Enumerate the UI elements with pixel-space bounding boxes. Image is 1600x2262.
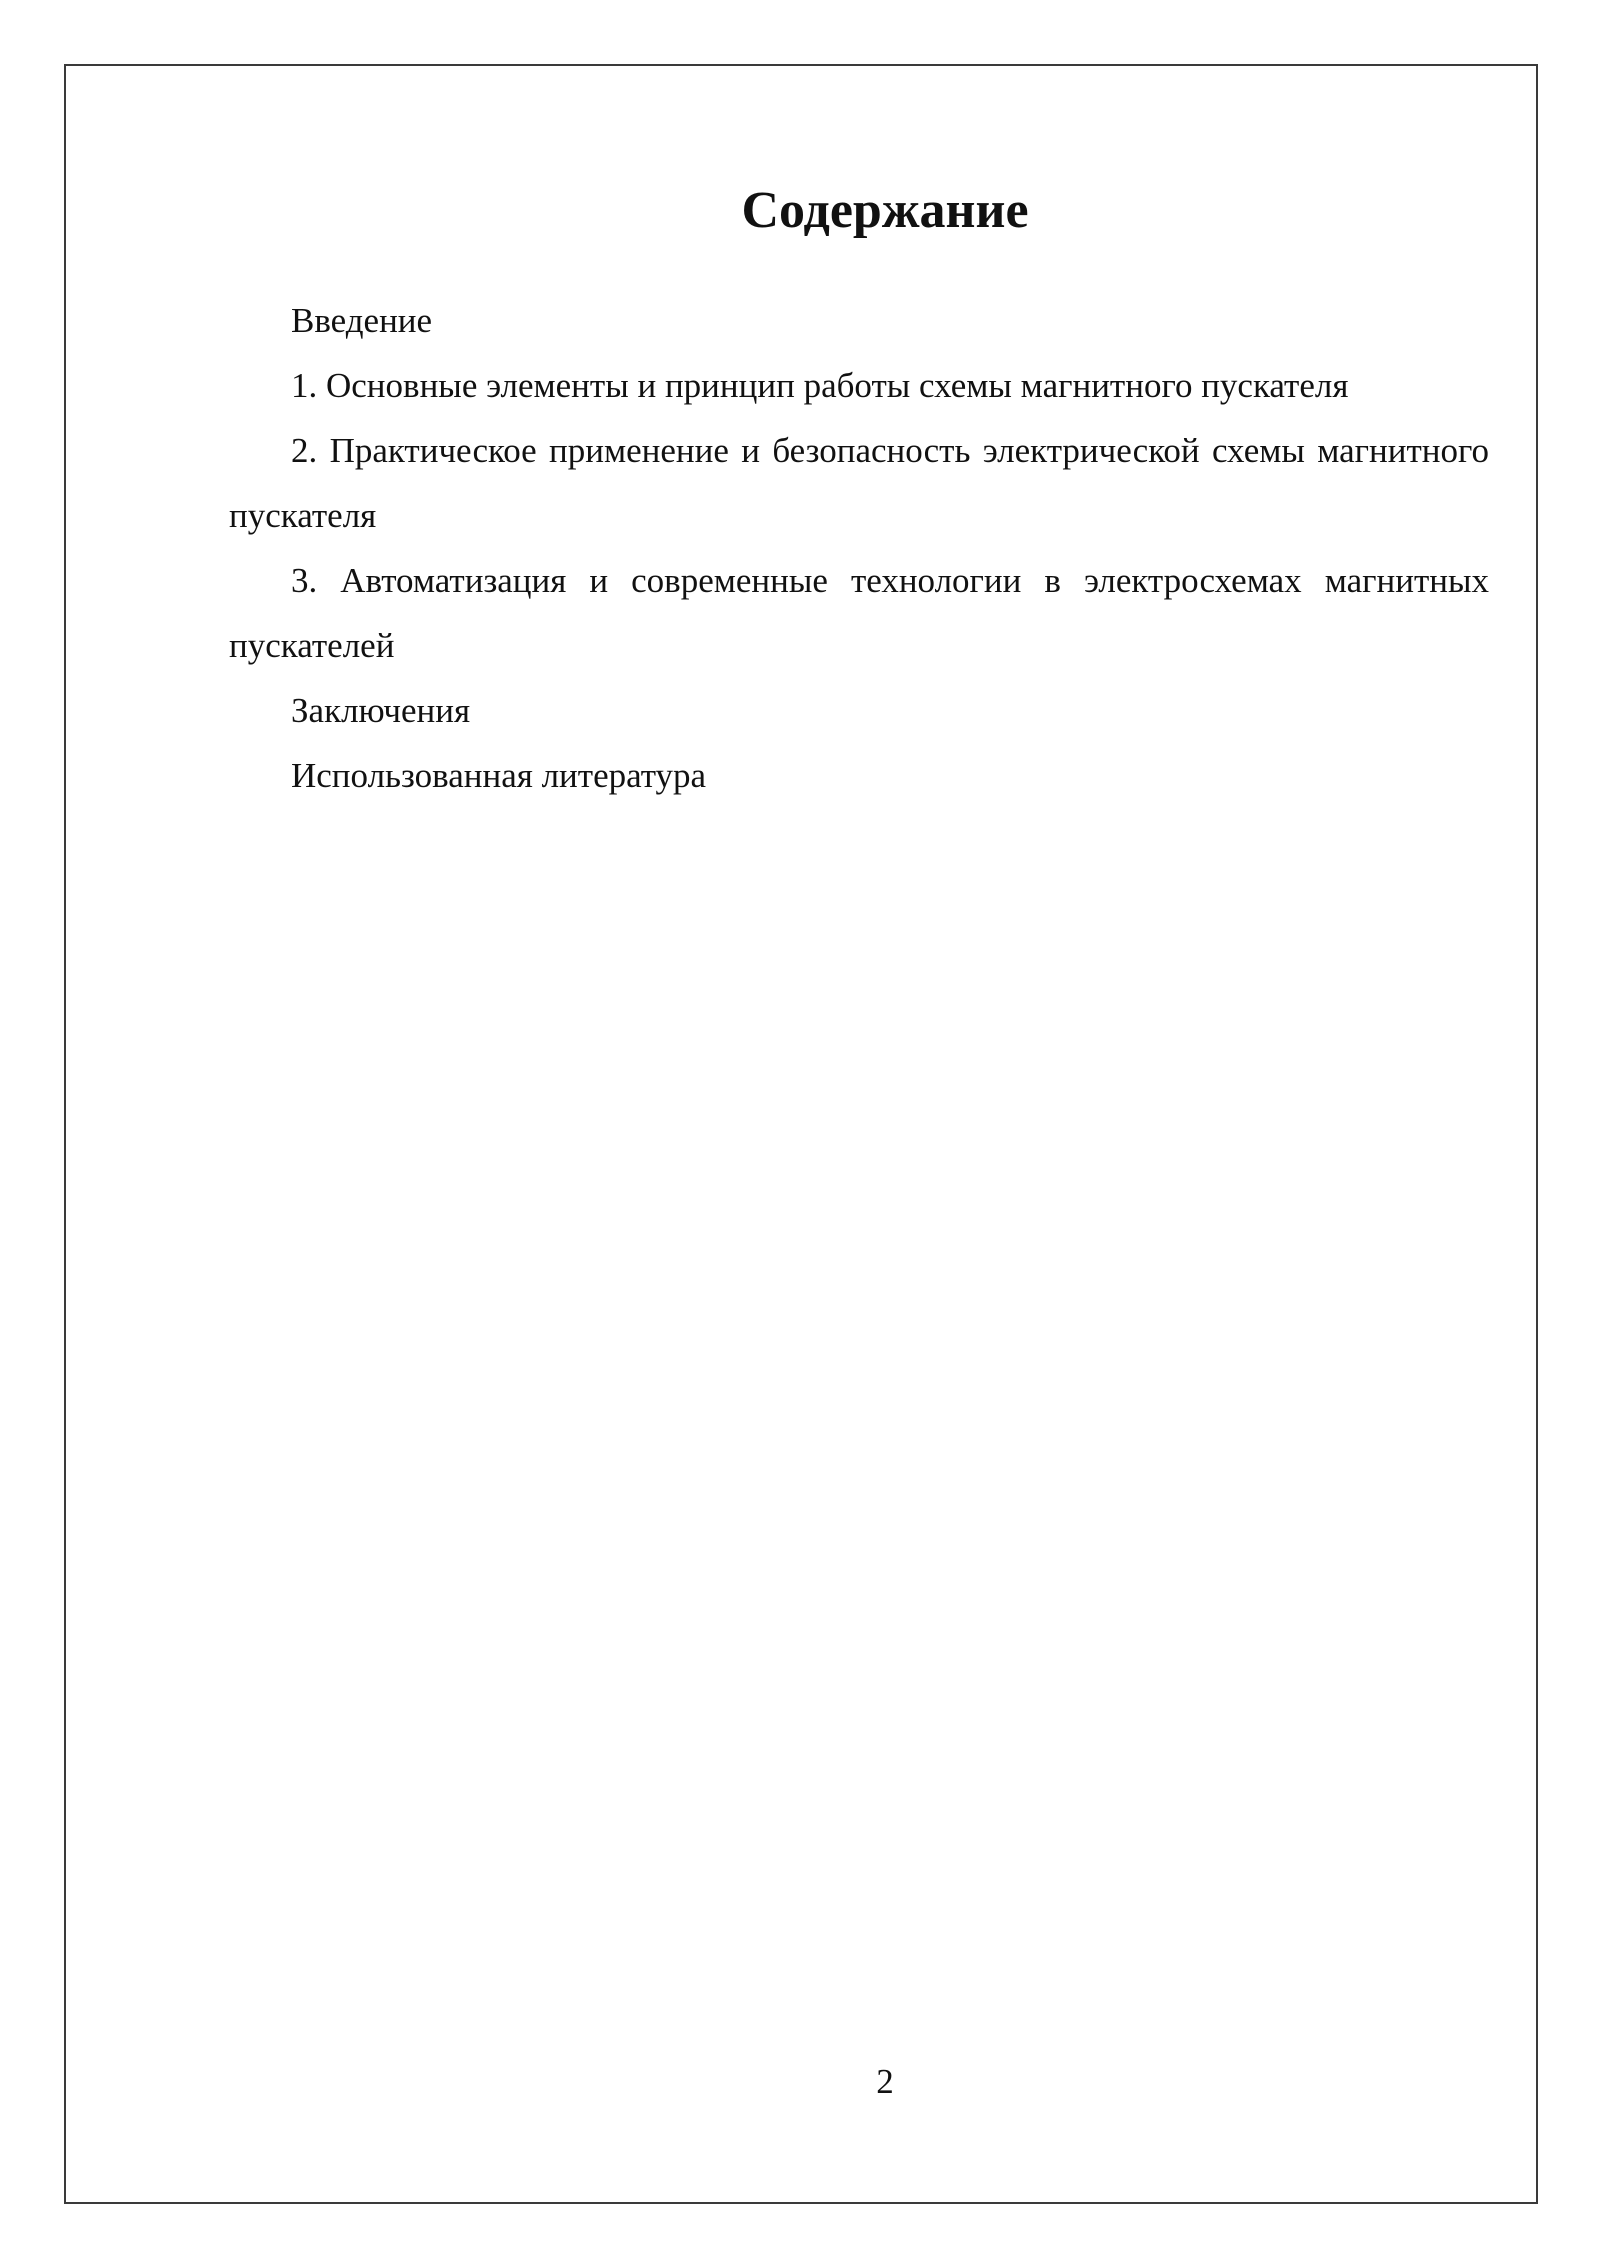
page-title: Содержание xyxy=(741,181,1029,239)
toc-item-introduction: Введение xyxy=(291,301,433,340)
table-of-contents xyxy=(229,288,1489,808)
toc-item-conclusion: Заключения xyxy=(291,691,471,730)
toc-item-chapter-3: 3. Автоматизация и современные технологии в электросхемах магнитных пускателей xyxy=(229,561,1489,665)
page-number: 2 xyxy=(876,2062,894,2101)
toc-item-references: Использованная литература xyxy=(291,756,707,795)
toc-item-chapter-2: 2. Практическое применение и безопасность электрической схемы магнитного пускателя xyxy=(229,431,1489,535)
toc-item-chapter-1: 1. Основные элементы и принцип работы схемы магнитного пускателя xyxy=(291,366,1349,405)
